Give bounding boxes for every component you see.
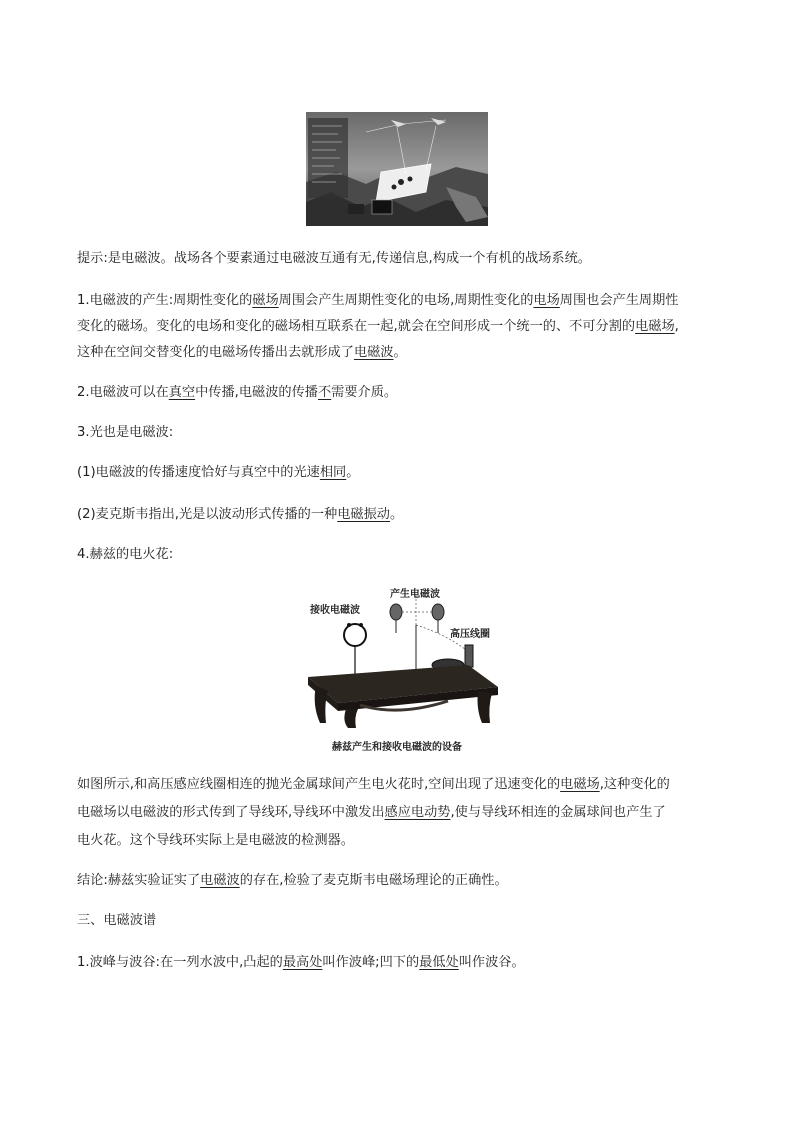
hint-text: 提示:是电磁波。战场各个要素通过电磁波互通有无,传递信息,构成一个有机的战场系统。 bbox=[77, 251, 591, 266]
battlefield-image bbox=[306, 112, 488, 226]
label-coil: 高压线圈 bbox=[450, 629, 490, 640]
hertz-figure-caption: 赫兹产生和接收电磁波的设备 bbox=[332, 742, 462, 753]
item3-1-text: 1.波峰与波谷:在一列水波中,凸起的最高处叫作波峰;凹下的最低处叫作波谷。 bbox=[77, 955, 525, 970]
desc-line2: 电磁场以电磁波的形式传到了导线环,导线环中激发出感应电动势,使与导线环相连的金属球间也产生了 bbox=[77, 805, 666, 820]
item3b-text: (2)麦克斯韦指出,光是以波动形式传播的一种电磁振动。 bbox=[77, 507, 404, 522]
item1-line2: 变化的磁场。变化的电场和变化的磁场相互联系在一起,就会在空间形成一个统一的、不可分割的电磁场, bbox=[77, 319, 679, 334]
item1-line3: 这种在空间交替变化的电磁场传播出去就形成了电磁波。 bbox=[77, 345, 407, 360]
item2-text: 2.电磁波可以在真空中传播,电磁波的传播不需要介质。 bbox=[77, 385, 398, 400]
hertz-apparatus-image bbox=[298, 585, 498, 728]
conclusion-text: 结论:赫兹实验证实了电磁波的存在,检验了麦克斯韦电磁场理论的正确性。 bbox=[77, 873, 508, 888]
desc-line1: 如图所示,和高压感应线圈相连的抛光金属球间产生电火花时,空间出现了迅速变化的电磁场,这种变化的 bbox=[77, 777, 670, 792]
section3-heading: 三、电磁波谱 bbox=[77, 913, 157, 928]
desc-line3: 电火花。这个导线环实际上是电磁波的检测器。 bbox=[77, 833, 354, 848]
item3-heading: 3.光也是电磁波: bbox=[77, 425, 174, 440]
item4-heading: 4.赫兹的电火花: bbox=[77, 547, 174, 562]
item1-line1: 1.电磁波的产生:周期性变化的磁场周围会产生周期性变化的电场,周期性变化的电场周围也会产生周期性 bbox=[77, 293, 679, 308]
label-receive: 接收电磁波 bbox=[310, 605, 360, 616]
label-produce: 产生电磁波 bbox=[390, 589, 440, 600]
item3a-text: (1)电磁波的传播速度恰好与真空中的光速相同。 bbox=[77, 465, 360, 480]
